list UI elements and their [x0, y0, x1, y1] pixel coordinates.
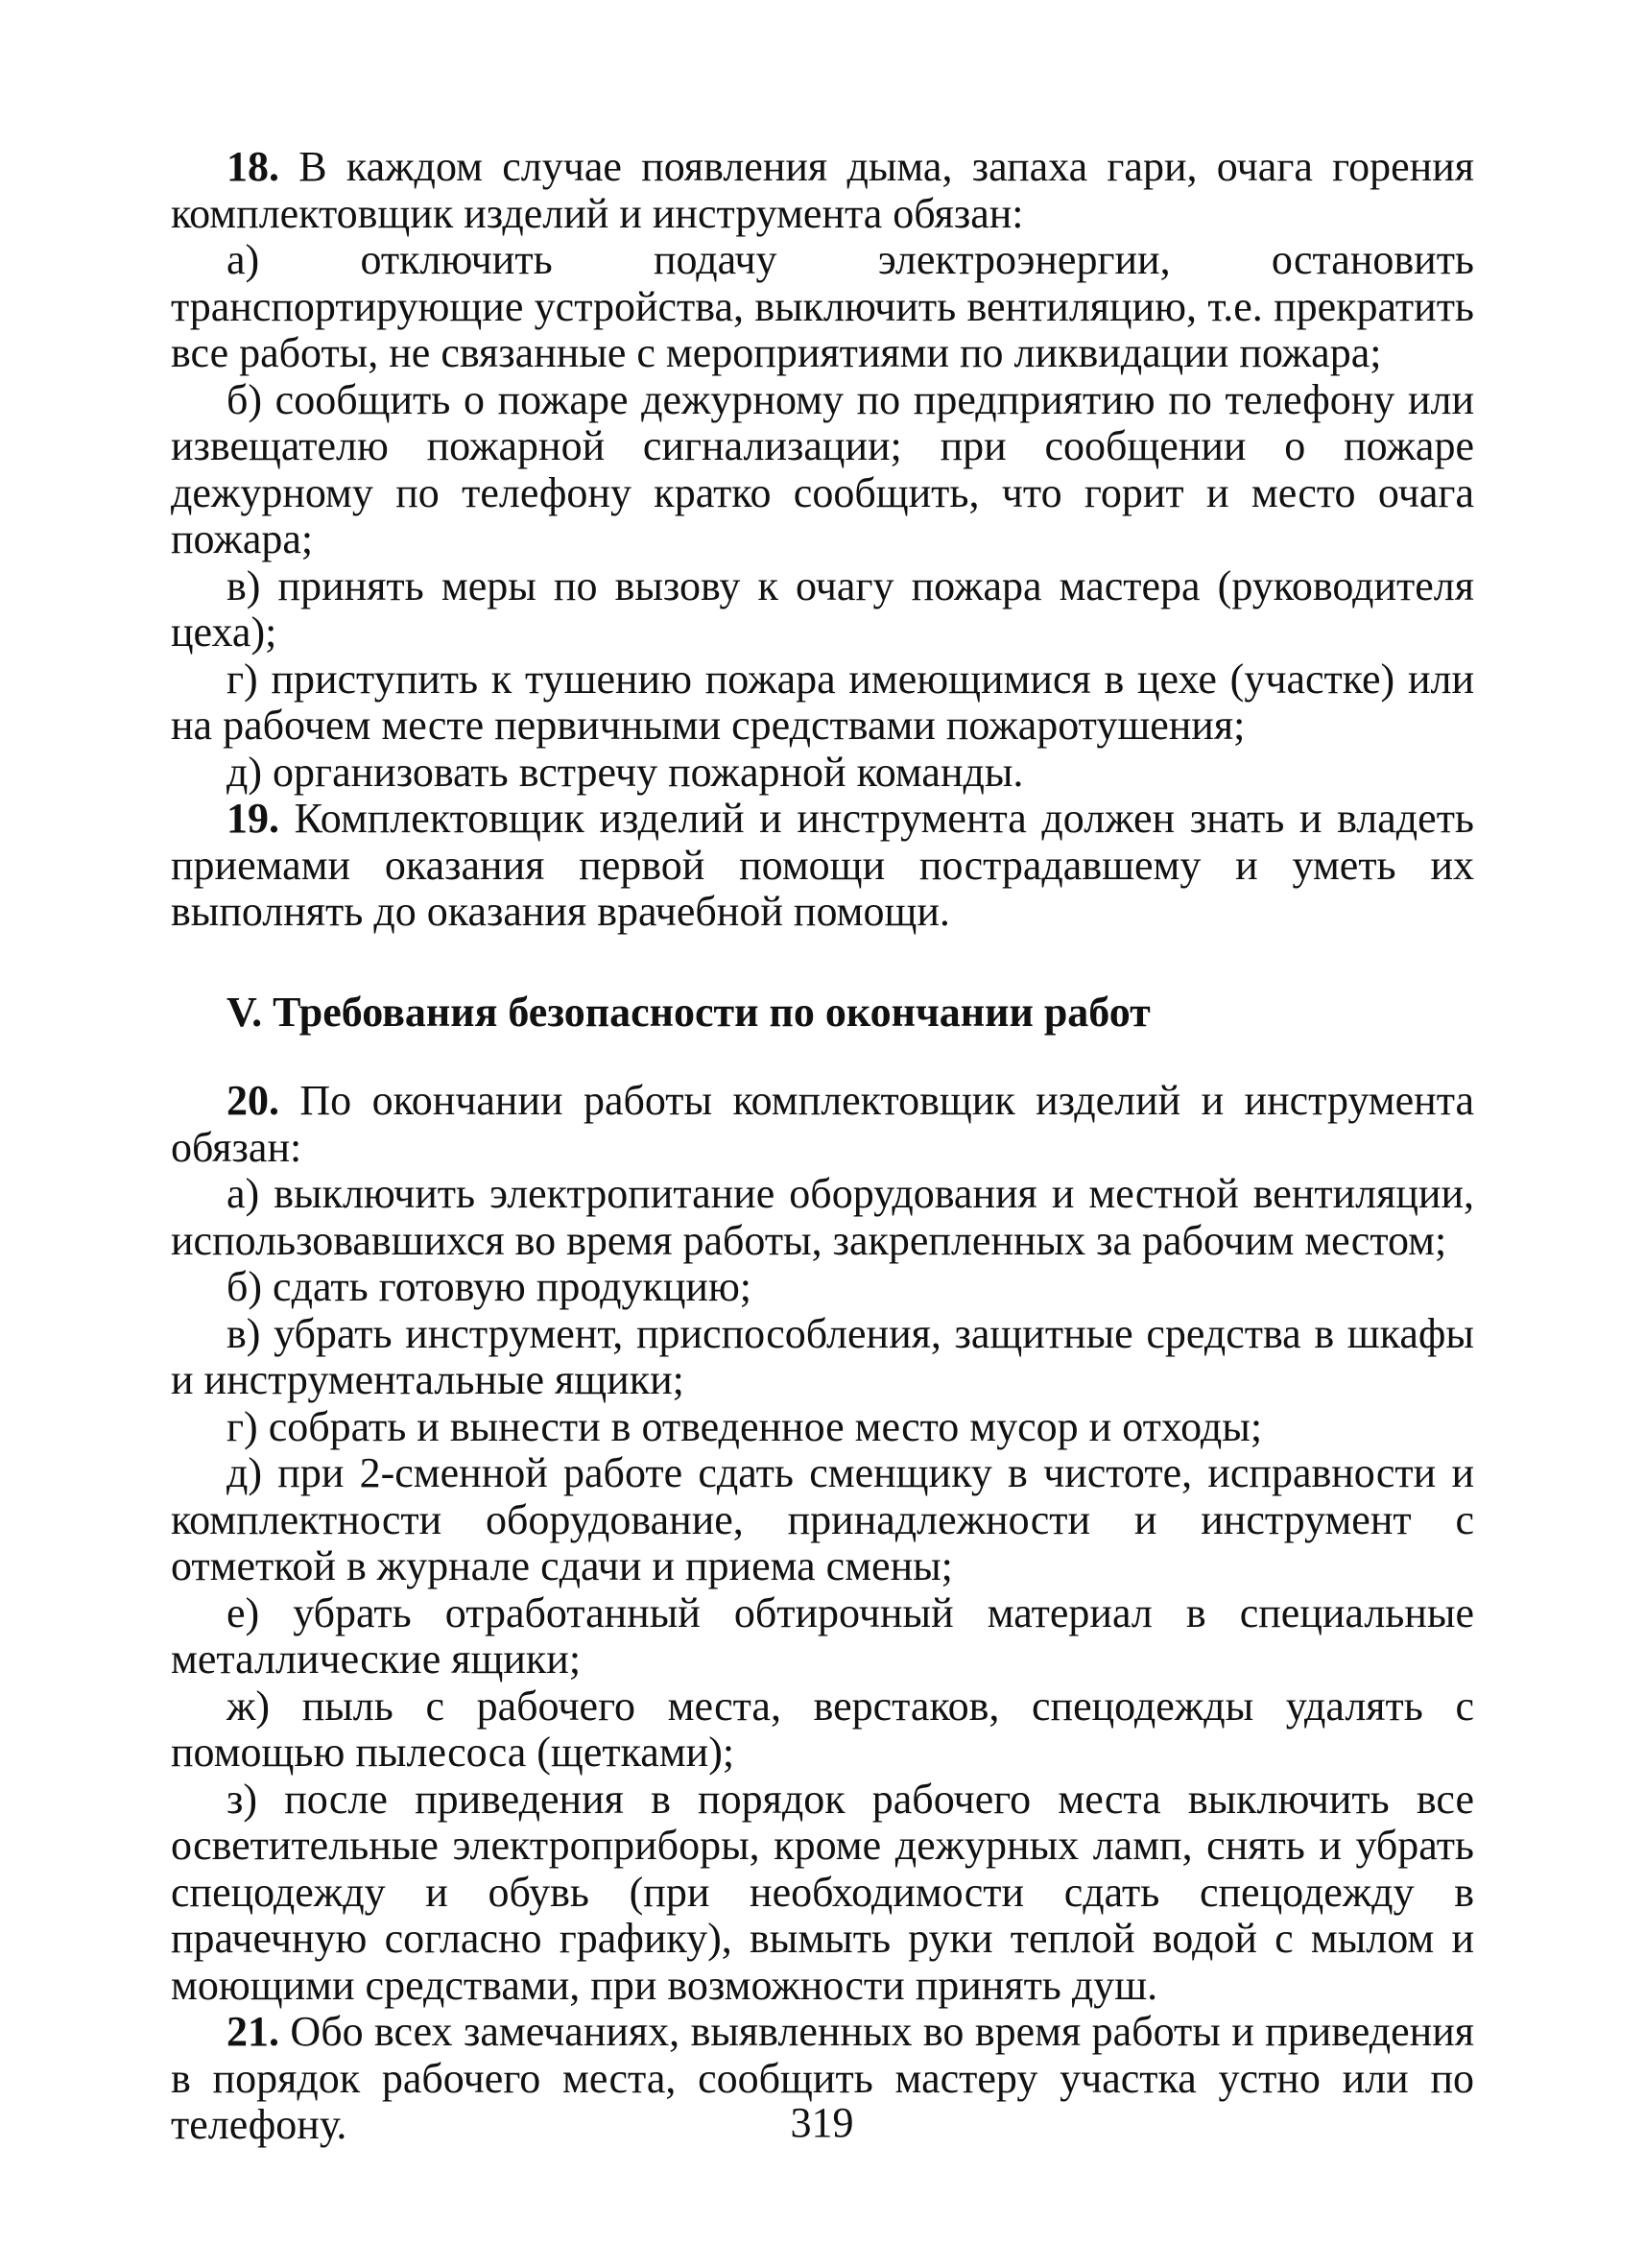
paragraph-text: Обо всех замечаниях, выявленных во время работы и приведения в порядок рабочего места, сообщить мастеру участка устно или по телефону. — [171, 2008, 1474, 2148]
document-page — [171, 144, 1474, 2149]
paragraph-19 — [171, 796, 1474, 936]
paragraph-text: По окончании работы комплектовщик изделий и инструмента обязан: — [171, 1077, 1474, 1171]
paragraph-text: Комплектовщик изделий и инструмента должен знать и владеть приемами оказания первой помощи пострадавшему и уметь их выполнять до оказания врачебной помощи. — [171, 795, 1474, 935]
paragraph-number: 18. — [226, 143, 279, 190]
paragraph-20 — [171, 1078, 1474, 1171]
paragraph-18 — [171, 144, 1474, 237]
list-item: з) после приведения в порядок рабочего места выключить все осветительные электроприборы, кроме дежурных ламп, снять и убрать спецодежду и обувь (при необходимости сдать спецодежду в прачечную согласно графику), вымыть руки теплой водой с мылом и моющими средствами, при возможности принять душ. — [171, 1775, 1474, 2009]
paragraph-number: 19. — [226, 795, 279, 842]
list-item: ж) пыль с рабочего места, верстаков, спецодежды удалять с помощью пылесоса (щетками); — [171, 1682, 1474, 1776]
list-item: г) собрать и вынести в отведенное место мусор и отходы; — [226, 1402, 1263, 1450]
list-item: б) сообщить о пожаре дежурному по предприятию по телефону или извещателю пожарной сигнализации; при сообщении о пожаре дежурному по телефону кратко сообщить, что горит и место очага пожара; — [171, 375, 1474, 562]
paragraph-text: В каждом случае появления дыма, запаха гари, очага горения комплектовщик изделий и инструмента обязан: — [171, 143, 1474, 237]
list-item: д) при 2-сменной работе сдать сменщику в чистоте, исправности и комплектности оборудование, принадлежности и инструмент с отметкой в журнале сдачи и приема смены; — [171, 1449, 1474, 1589]
list-item: а) выключить электропитание оборудования и местной вентиляции, использовавшихся во время работы, закрепленных за рабочим местом; — [171, 1170, 1474, 1264]
section-heading: V. Требования безопасности по окончании работ — [226, 988, 1151, 1036]
list-item: б) сдать готовую продукцию; — [226, 1263, 752, 1310]
paragraph-number: 20. — [226, 1077, 279, 1124]
paragraph-number: 21. — [226, 2008, 279, 2055]
page-number: 319 — [790, 2099, 854, 2146]
list-item: г) приступить к тушению пожара имеющимися в цехе (участке) или на рабочем месте первичными средствами пожаротушения; — [171, 655, 1474, 749]
list-item: в) принять меры по вызову к очагу пожара мастера (руководителя цеха); — [171, 561, 1474, 656]
list-item: в) убрать инструмент, приспособления, защитные средства в шкафы и инструментальные ящики; — [171, 1309, 1474, 1403]
list-item: д) организовать встречу пожарной команды. — [226, 748, 1024, 796]
list-item: е) убрать отработанный обтирочный материал в специальные металлические ящики; — [171, 1588, 1474, 1683]
list-item: а) отключить подачу электроэнергии, остановить транспортирующие устройства, выключить вентиляцию, т.е. прекратить все работы, не связанные с мероприятиями по ликвидации пожара; — [171, 236, 1474, 376]
